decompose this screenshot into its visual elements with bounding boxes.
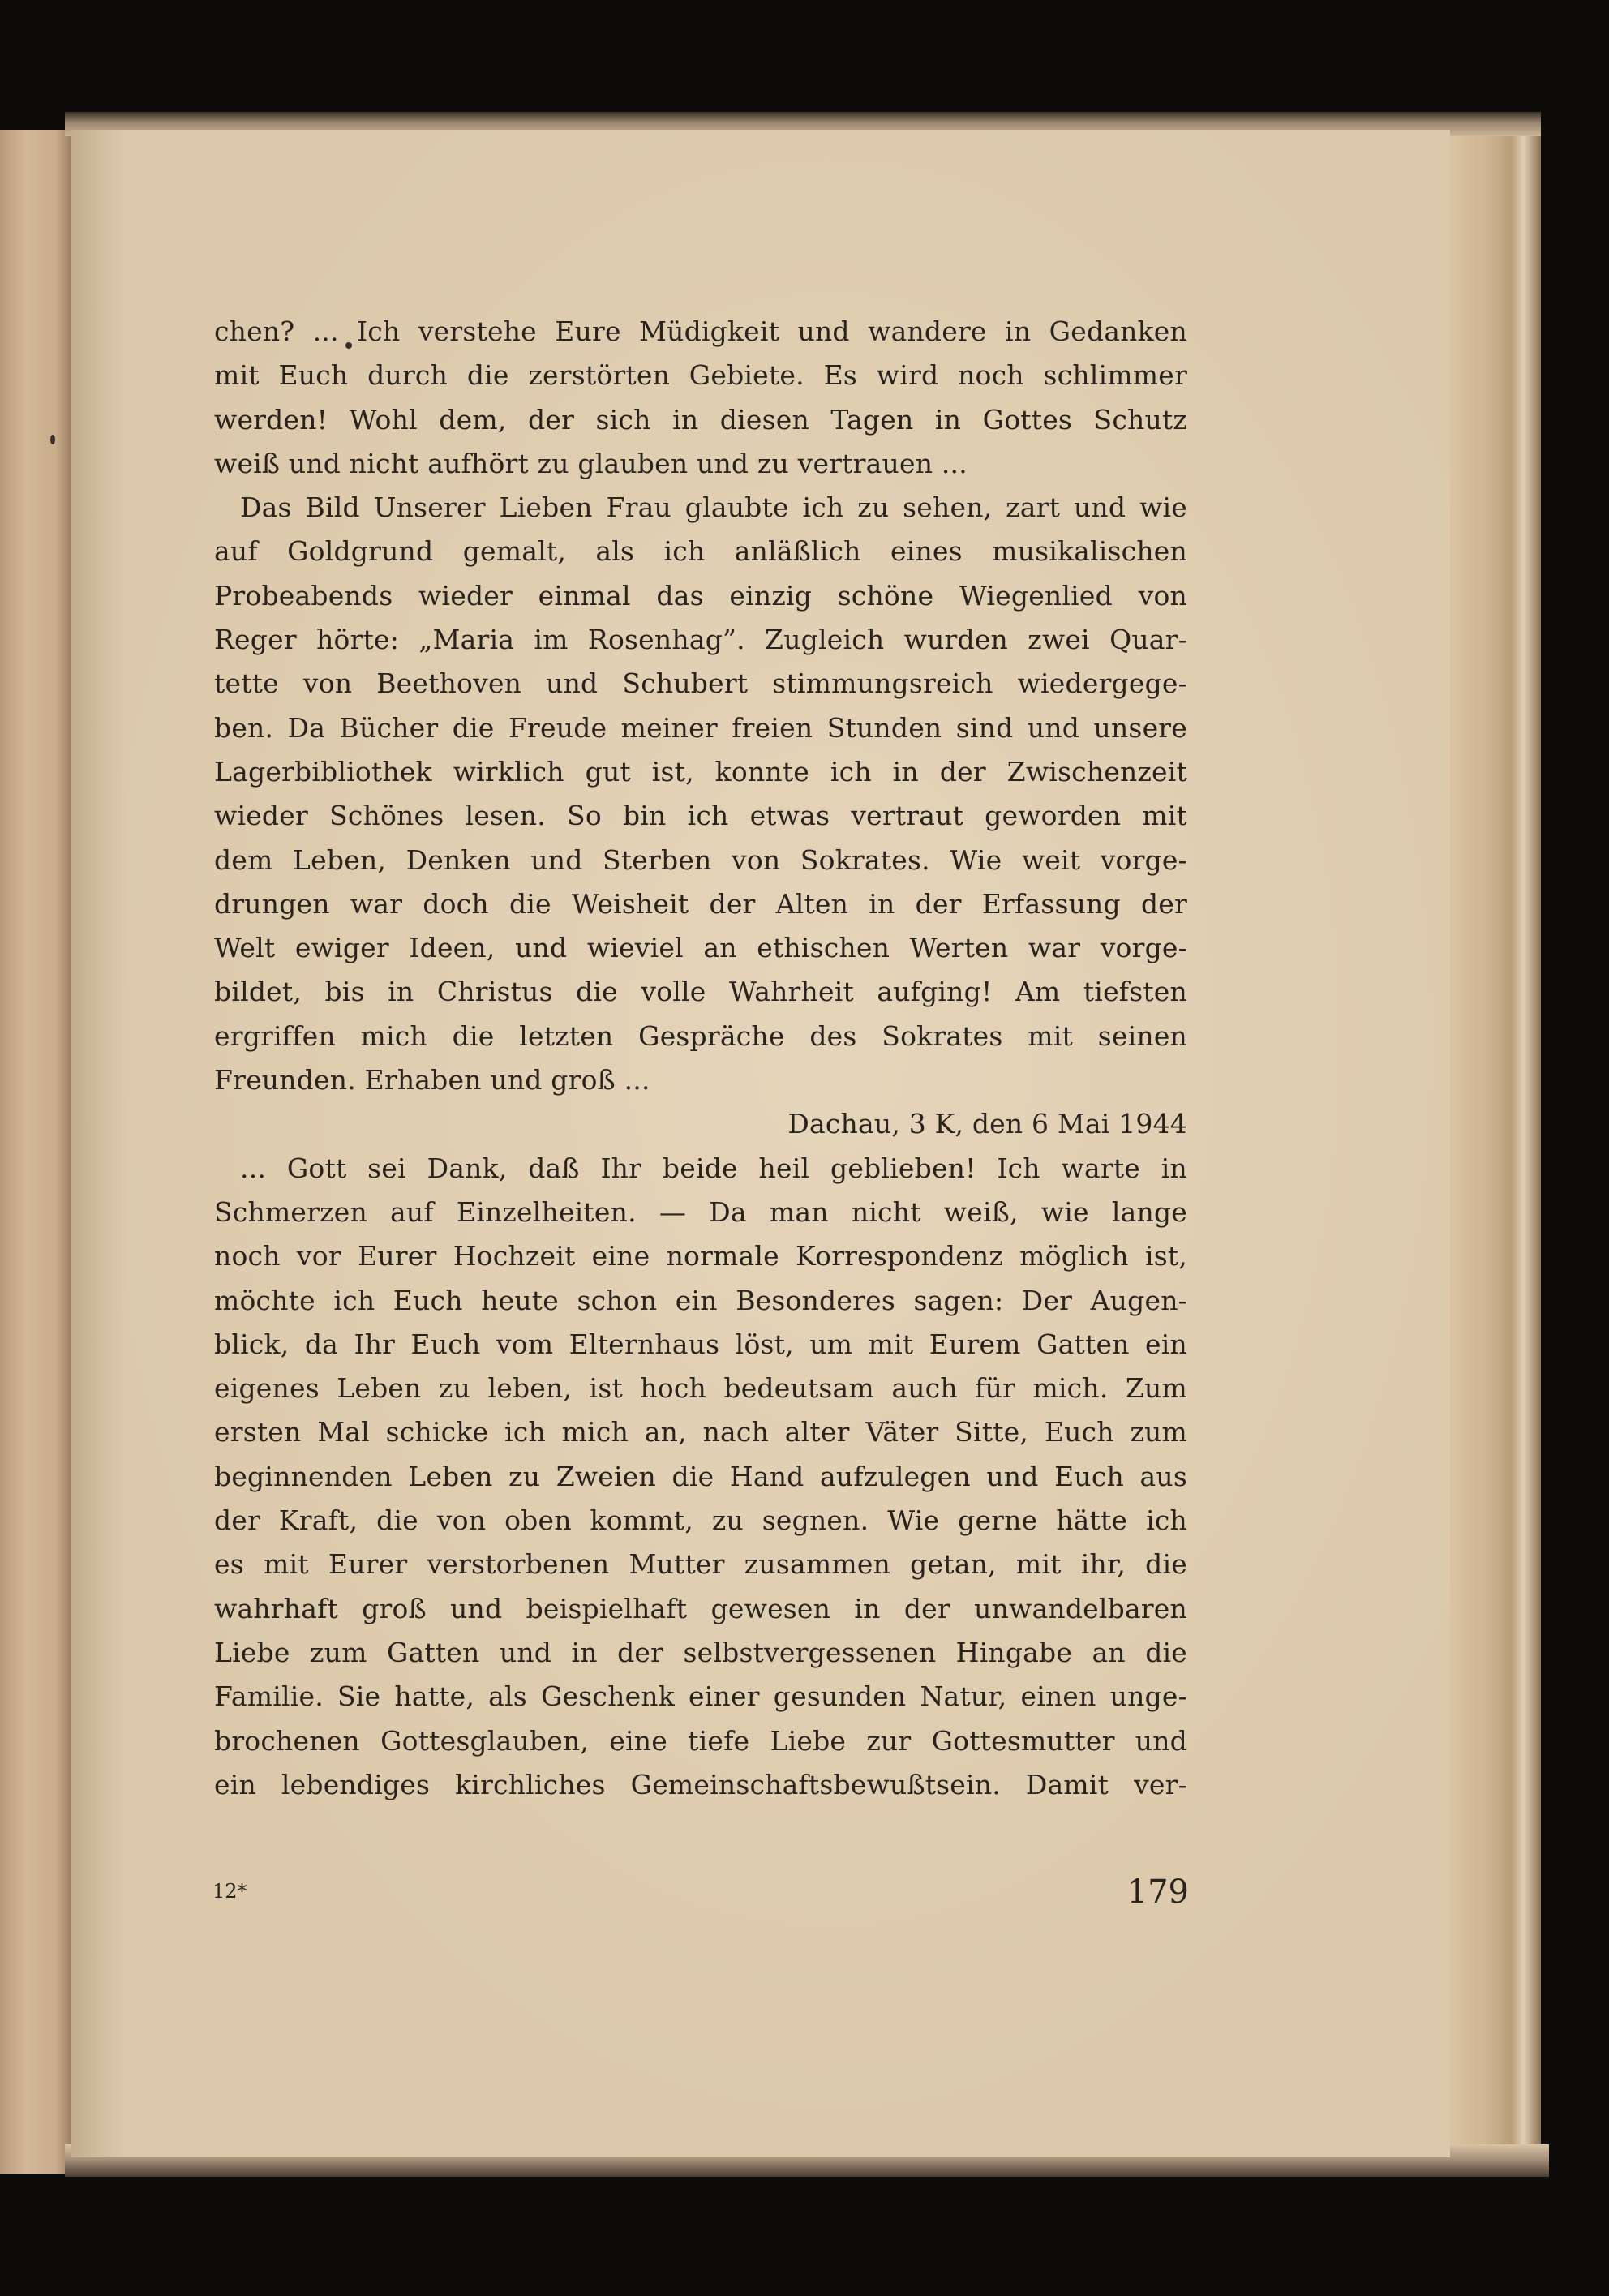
text-line: Liebe zum Gatten und in der selbstvergessenen Hingabe an die bbox=[214, 1636, 1187, 1668]
text-line: werden! Wohl dem, der sich in diesen Tagen in Gottes Schutz bbox=[214, 403, 1187, 436]
text-line: wahrhaft groß und beispielhaft gewesen in der unwandelbaren bbox=[214, 1592, 1187, 1624]
text-line: Schmerzen auf Einzelheiten. — Da man nicht weiß, wie lange bbox=[214, 1195, 1187, 1228]
text-line: Probeabends wieder einmal das einzig schöne Wiegenlied von bbox=[214, 579, 1187, 612]
page-body-text bbox=[214, 310, 1187, 1807]
text-line: chen? ... Ich verstehe Eure Müdigkeit und wandere in Gedanken bbox=[214, 315, 1187, 347]
text-line: ... Gott sei Dank, daß Ihr beide heil geblieben! Ich warte in bbox=[240, 1152, 1187, 1184]
text-line: auf Goldgrund gemalt, als ich anläßlich eines musikalischen bbox=[214, 535, 1187, 568]
text-line: der Kraft, die von oben kommt, zu segnen. Wie gerne hätte ich bbox=[214, 1504, 1187, 1537]
text-line: Familie. Sie hatte, als Geschenk einer gesunden Natur, einen unge- bbox=[214, 1680, 1187, 1713]
text-line: möchte ich Euch heute schon ein Besonderes sagen: Der Augen- bbox=[214, 1284, 1187, 1316]
text-line: Welt ewiger Ideen, und wieviel an ethischen Werten war vorge- bbox=[214, 932, 1187, 964]
text-line: ein lebendiges kirchliches Gemeinschaftsbewußtsein. Damit ver- bbox=[214, 1768, 1187, 1800]
text-line: mit Euch durch die zerstörten Gebiete. Es wird noch schlimmer bbox=[214, 359, 1187, 392]
text-line: wieder Schönes lesen. So bin ich etwas vertraut geworden mit bbox=[214, 800, 1187, 832]
text-line: Lagerbibliothek wirklich gut ist, konnte ich in der Zwischenzeit bbox=[214, 755, 1187, 788]
text-line: ben. Da Bücher die Freude meiner freien Stunden sind und unsere bbox=[214, 711, 1187, 744]
text-line: weiß und nicht aufhört zu glauben und zu vertrauen ... bbox=[214, 447, 968, 479]
ink-speck bbox=[50, 435, 55, 444]
text-line: eigenes Leben zu leben, ist hoch bedeutsam auch für mich. Zum bbox=[214, 1372, 1187, 1405]
page-number: 179 bbox=[1126, 1873, 1189, 1911]
text-line: beginnenden Leben zu Zweien die Hand aufzulegen und Euch aus bbox=[214, 1460, 1187, 1492]
text-line: es mit Eurer verstorbenen Mutter zusammen getan, mit ihr, die bbox=[214, 1548, 1187, 1581]
text-line: brochenen Gottesglauben, eine tiefe Liebe zur Gottesmutter und bbox=[214, 1724, 1187, 1757]
text-line: Reger hörte: „Maria im Rosenhag”. Zugleich wurden zwei Quar- bbox=[214, 624, 1187, 656]
text-line: noch vor Eurer Hochzeit eine normale Korrespondenz möglich ist, bbox=[214, 1240, 1187, 1272]
right-page-edges bbox=[1444, 114, 1541, 2174]
letter-dateline: Dachau, 3 K, den 6 Mai 1944 bbox=[787, 1108, 1187, 1140]
text-line: tette von Beethoven und Schubert stimmungsreich wiedergege- bbox=[214, 667, 1187, 700]
text-line: drungen war doch die Weisheit der Alten in der Erfassung der bbox=[214, 887, 1187, 920]
left-page-edge bbox=[0, 130, 75, 2174]
text-line: dem Leben, Denken und Sterben von Sokrates. Wie weit vorge- bbox=[214, 843, 1187, 876]
text-line: ergriffen mich die letzten Gespräche des Sokrates mit seinen bbox=[214, 1019, 1187, 1052]
text-line: Das Bild Unserer Lieben Frau glaubte ich zu sehen, zart und wie bbox=[240, 491, 1187, 524]
text-line: bildet, bis in Christus die volle Wahrheit aufging! Am tiefsten bbox=[214, 976, 1187, 1008]
signature-mark: 12* bbox=[212, 1880, 247, 1903]
text-line: Freunden. Erhaben und groß ... bbox=[214, 1064, 650, 1097]
text-line: ersten Mal schicke ich mich an, nach alter Väter Sitte, Euch zum bbox=[214, 1416, 1187, 1448]
text-line: blick, da Ihr Euch vom Elternhaus löst, um mit Eurem Gatten ein bbox=[214, 1328, 1187, 1360]
